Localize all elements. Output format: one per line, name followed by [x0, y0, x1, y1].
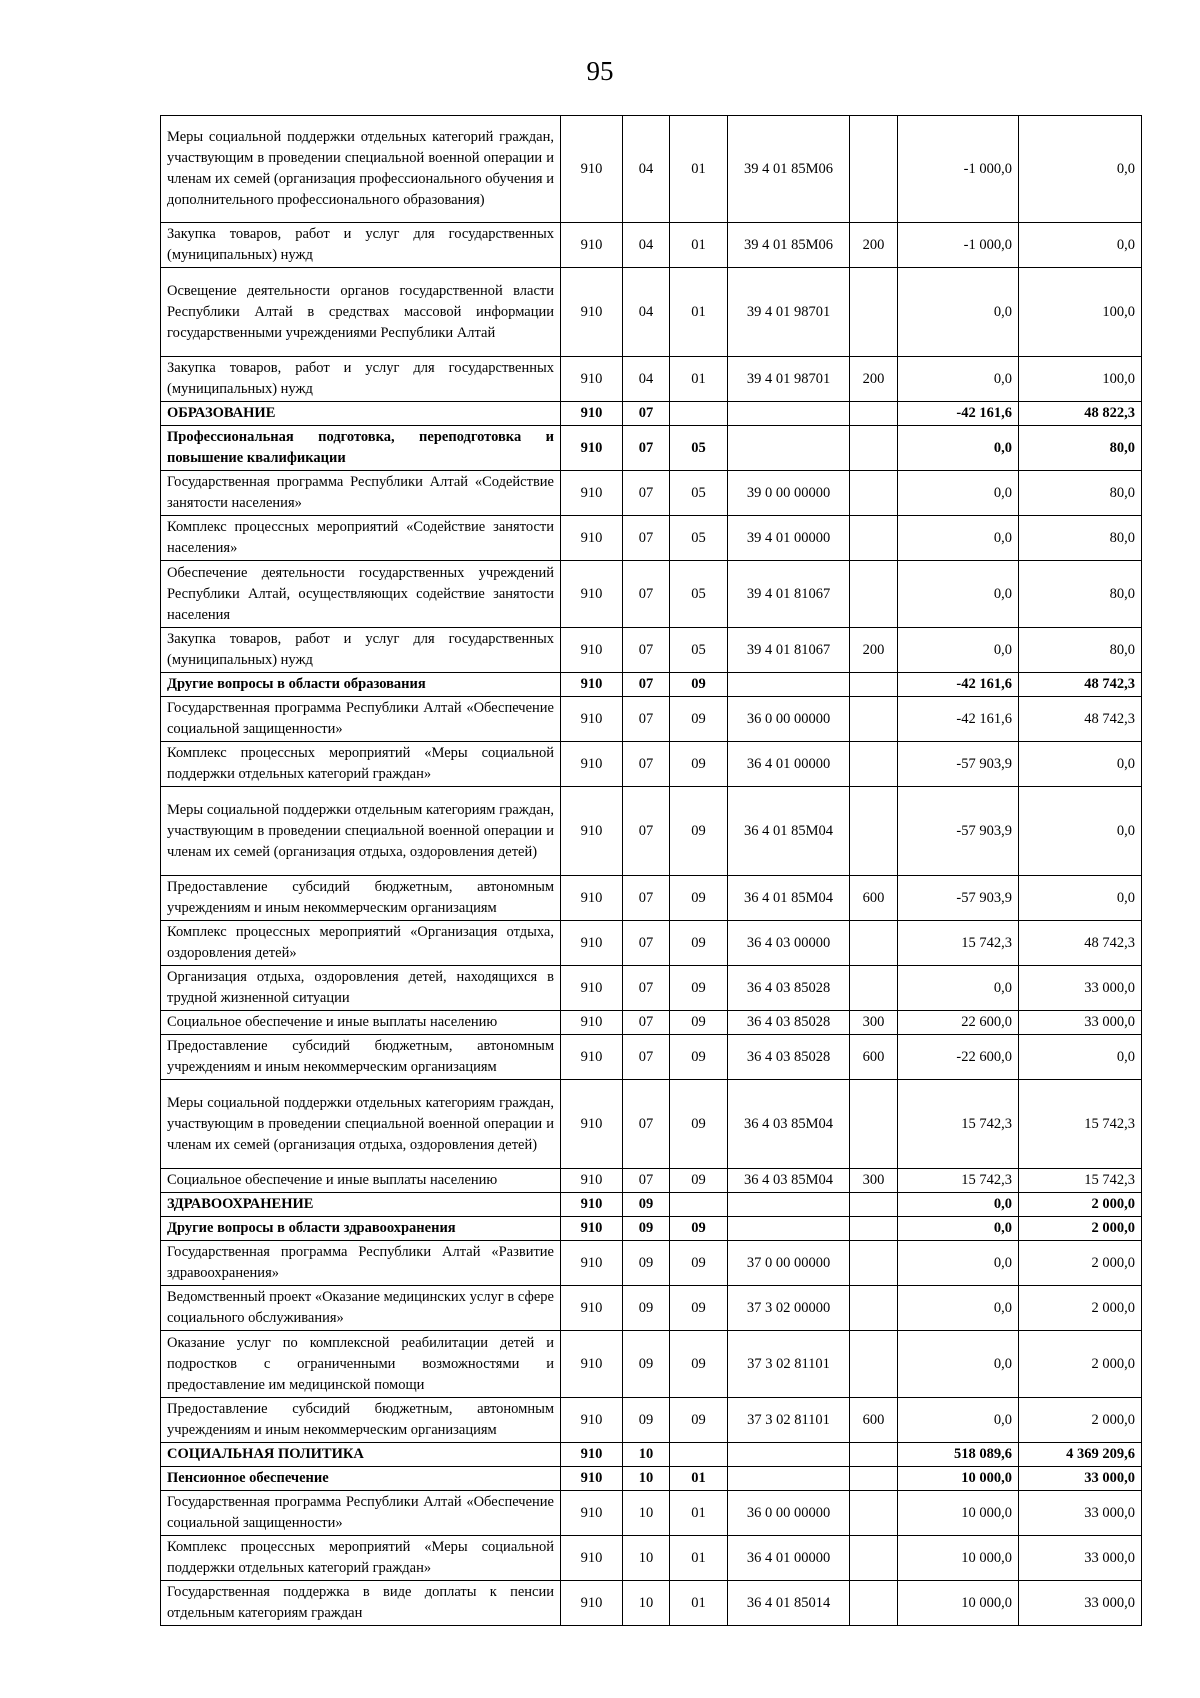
cell-target-article: 39 4 01 85М06	[728, 223, 850, 268]
cell-expense-type	[850, 1331, 898, 1398]
cell-section: 07	[623, 876, 670, 921]
cell-grbs-code: 910	[561, 921, 623, 966]
cell-target-article	[728, 426, 850, 471]
cell-expense-type	[850, 402, 898, 426]
cell-amount-total: 0,0	[1019, 223, 1142, 268]
cell-grbs-code: 910	[561, 1169, 623, 1193]
cell-amount-change: 0,0	[898, 471, 1019, 516]
cell-section: 09	[623, 1217, 670, 1241]
cell-grbs-code: 910	[561, 1035, 623, 1080]
cell-grbs-code: 910	[561, 787, 623, 876]
cell-amount-change: -42 161,6	[898, 673, 1019, 697]
cell-target-article	[728, 1217, 850, 1241]
cell-amount-total: 2 000,0	[1019, 1217, 1142, 1241]
cell-amount-total: 15 742,3	[1019, 1169, 1142, 1193]
cell-amount-change: 0,0	[898, 516, 1019, 561]
cell-target-article: 39 4 01 81067	[728, 561, 850, 628]
cell-grbs-code: 910	[561, 357, 623, 402]
cell-target-article	[728, 1443, 850, 1467]
cell-amount-total: 80,0	[1019, 516, 1142, 561]
cell-subsection: 01	[670, 1581, 728, 1626]
table-row	[161, 516, 1142, 561]
cell-amount-change: -1 000,0	[898, 116, 1019, 223]
budget-table-body	[161, 116, 1142, 1626]
cell-expense-type	[850, 516, 898, 561]
cell-expense-type	[850, 1193, 898, 1217]
row-description: Закупка товаров, работ и услуг для государственных (муниципальных) нужд	[161, 223, 561, 268]
cell-target-article: 36 4 03 00000	[728, 921, 850, 966]
cell-section: 04	[623, 268, 670, 357]
cell-section: 07	[623, 1035, 670, 1080]
table-row	[161, 1536, 1142, 1581]
table-row	[161, 1443, 1142, 1467]
table-row	[161, 921, 1142, 966]
cell-target-article: 36 0 00 00000	[728, 697, 850, 742]
cell-section: 10	[623, 1536, 670, 1581]
table-row	[161, 561, 1142, 628]
cell-amount-total: 0,0	[1019, 116, 1142, 223]
page-number: 95	[586, 56, 614, 86]
cell-target-article: 36 4 03 85М04	[728, 1169, 850, 1193]
row-description: Предоставление субсидий бюджетным, автономным учреждениям и иным некоммерческим организациям	[161, 876, 561, 921]
cell-amount-total: 100,0	[1019, 268, 1142, 357]
table-row	[161, 402, 1142, 426]
cell-target-article: 39 4 01 00000	[728, 516, 850, 561]
row-description: Освещение деятельности органов государственной власти Республики Алтай в средствах массовой информации государственными учреждениями Республики Алтай	[161, 268, 561, 357]
cell-grbs-code: 910	[561, 876, 623, 921]
table-row	[161, 1217, 1142, 1241]
cell-amount-change: 0,0	[898, 628, 1019, 673]
cell-subsection	[670, 1193, 728, 1217]
cell-subsection: 01	[670, 1536, 728, 1581]
cell-amount-change: -57 903,9	[898, 742, 1019, 787]
cell-subsection: 05	[670, 628, 728, 673]
cell-subsection: 09	[670, 1169, 728, 1193]
cell-amount-total: 0,0	[1019, 742, 1142, 787]
cell-expense-type	[850, 1467, 898, 1491]
row-description: Комплекс процессных мероприятий «Организация отдыха, оздоровления детей»	[161, 921, 561, 966]
table-row	[161, 1467, 1142, 1491]
cell-grbs-code: 910	[561, 1467, 623, 1491]
cell-amount-total: 4 369 209,6	[1019, 1443, 1142, 1467]
cell-grbs-code: 910	[561, 402, 623, 426]
table-row	[161, 1080, 1142, 1169]
cell-expense-type	[850, 966, 898, 1011]
cell-target-article	[728, 673, 850, 697]
cell-subsection: 09	[670, 921, 728, 966]
cell-grbs-code: 910	[561, 1193, 623, 1217]
cell-target-article: 37 3 02 81101	[728, 1331, 850, 1398]
cell-subsection: 09	[670, 673, 728, 697]
table-row	[161, 357, 1142, 402]
row-description: Закупка товаров, работ и услуг для государственных (муниципальных) нужд	[161, 357, 561, 402]
table-row	[161, 1035, 1142, 1080]
cell-subsection: 09	[670, 742, 728, 787]
row-description: Другие вопросы в области образования	[161, 673, 561, 697]
cell-amount-total: 80,0	[1019, 426, 1142, 471]
cell-grbs-code: 910	[561, 116, 623, 223]
cell-amount-change: 10 000,0	[898, 1581, 1019, 1626]
table-row	[161, 223, 1142, 268]
cell-target-article: 36 4 01 85М04	[728, 876, 850, 921]
cell-section: 07	[623, 516, 670, 561]
cell-amount-total: 48 742,3	[1019, 673, 1142, 697]
row-description: Другие вопросы в области здравоохранения	[161, 1217, 561, 1241]
cell-amount-change: 0,0	[898, 1286, 1019, 1331]
cell-subsection: 01	[670, 223, 728, 268]
cell-target-article: 36 4 01 00000	[728, 1536, 850, 1581]
cell-amount-change: -57 903,9	[898, 787, 1019, 876]
cell-grbs-code: 910	[561, 268, 623, 357]
cell-amount-total: 80,0	[1019, 471, 1142, 516]
row-description: Меры социальной поддержки отдельных категориям граждан, участвующим в проведении специальной военной операции и членам их семей (организация отдыха, оздоровления детей)	[161, 1080, 561, 1169]
cell-expense-type	[850, 742, 898, 787]
cell-subsection: 09	[670, 1217, 728, 1241]
cell-expense-type: 600	[850, 876, 898, 921]
cell-grbs-code: 910	[561, 516, 623, 561]
cell-expense-type: 300	[850, 1011, 898, 1035]
table-row	[161, 1491, 1142, 1536]
cell-grbs-code: 910	[561, 1011, 623, 1035]
cell-amount-total: 33 000,0	[1019, 1467, 1142, 1491]
cell-grbs-code: 910	[561, 426, 623, 471]
cell-expense-type	[850, 1536, 898, 1581]
cell-grbs-code: 910	[561, 966, 623, 1011]
cell-amount-total: 15 742,3	[1019, 1080, 1142, 1169]
cell-section: 10	[623, 1467, 670, 1491]
cell-subsection: 01	[670, 1467, 728, 1491]
table-row	[161, 116, 1142, 223]
cell-target-article: 37 0 00 00000	[728, 1241, 850, 1286]
cell-amount-change: 0,0	[898, 426, 1019, 471]
cell-section: 07	[623, 402, 670, 426]
cell-section: 07	[623, 561, 670, 628]
cell-subsection: 05	[670, 561, 728, 628]
cell-subsection: 05	[670, 516, 728, 561]
cell-section: 10	[623, 1581, 670, 1626]
table-row	[161, 673, 1142, 697]
cell-section: 09	[623, 1286, 670, 1331]
cell-grbs-code: 910	[561, 561, 623, 628]
cell-target-article: 39 4 01 98701	[728, 357, 850, 402]
row-description: Организация отдыха, оздоровления детей, находящихся в трудной жизненной ситуации	[161, 966, 561, 1011]
row-description: Пенсионное обеспечение	[161, 1467, 561, 1491]
table-row	[161, 471, 1142, 516]
cell-amount-change: -1 000,0	[898, 223, 1019, 268]
cell-amount-total: 2 000,0	[1019, 1241, 1142, 1286]
row-description: Социальное обеспечение и иные выплаты населению	[161, 1169, 561, 1193]
cell-amount-change: 10 000,0	[898, 1491, 1019, 1536]
cell-target-article	[728, 1193, 850, 1217]
table-row	[161, 697, 1142, 742]
cell-section: 07	[623, 426, 670, 471]
table-row	[161, 1011, 1142, 1035]
row-description: Предоставление субсидий бюджетным, автономным учреждениям и иным некоммерческим организациям	[161, 1398, 561, 1443]
cell-grbs-code: 910	[561, 1491, 623, 1536]
cell-subsection: 09	[670, 1398, 728, 1443]
cell-subsection: 01	[670, 357, 728, 402]
cell-amount-change: 0,0	[898, 561, 1019, 628]
cell-target-article: 36 4 03 85М04	[728, 1080, 850, 1169]
cell-grbs-code: 910	[561, 673, 623, 697]
cell-amount-change: -42 161,6	[898, 402, 1019, 426]
cell-expense-type	[850, 1443, 898, 1467]
cell-section: 07	[623, 471, 670, 516]
cell-expense-type	[850, 1286, 898, 1331]
cell-section: 10	[623, 1443, 670, 1467]
cell-target-article: 36 0 00 00000	[728, 1491, 850, 1536]
row-description: Государственная программа Республики Алтай «Развитие здравоохранения»	[161, 1241, 561, 1286]
cell-amount-total: 80,0	[1019, 628, 1142, 673]
table-row	[161, 268, 1142, 357]
cell-expense-type: 200	[850, 628, 898, 673]
cell-grbs-code: 910	[561, 1536, 623, 1581]
cell-subsection: 09	[670, 697, 728, 742]
cell-expense-type	[850, 426, 898, 471]
cell-section: 07	[623, 1011, 670, 1035]
cell-subsection: 01	[670, 116, 728, 223]
cell-target-article: 37 3 02 81101	[728, 1398, 850, 1443]
cell-section: 07	[623, 966, 670, 1011]
table-row	[161, 1169, 1142, 1193]
row-description: Профессиональная подготовка, переподготовка и повышение квалификации	[161, 426, 561, 471]
table-row	[161, 1581, 1142, 1626]
row-description: Предоставление субсидий бюджетным, автономным учреждениям и иным некоммерческим организациям	[161, 1035, 561, 1080]
cell-section: 07	[623, 673, 670, 697]
cell-subsection: 09	[670, 1035, 728, 1080]
cell-expense-type	[850, 1581, 898, 1626]
cell-amount-change: 0,0	[898, 1398, 1019, 1443]
cell-amount-change: 0,0	[898, 1217, 1019, 1241]
cell-subsection: 09	[670, 1286, 728, 1331]
row-description: Ведомственный проект «Оказание медицинских услуг в сфере социального обслуживания»	[161, 1286, 561, 1331]
cell-grbs-code: 910	[561, 1286, 623, 1331]
cell-amount-change: -22 600,0	[898, 1035, 1019, 1080]
cell-grbs-code: 910	[561, 1398, 623, 1443]
cell-amount-total: 48 742,3	[1019, 697, 1142, 742]
cell-grbs-code: 910	[561, 742, 623, 787]
cell-expense-type: 600	[850, 1398, 898, 1443]
cell-amount-total: 2 000,0	[1019, 1398, 1142, 1443]
cell-target-article: 37 3 02 00000	[728, 1286, 850, 1331]
cell-expense-type: 300	[850, 1169, 898, 1193]
cell-amount-total: 2 000,0	[1019, 1193, 1142, 1217]
cell-amount-total: 0,0	[1019, 1035, 1142, 1080]
cell-amount-total: 0,0	[1019, 876, 1142, 921]
cell-grbs-code: 910	[561, 1241, 623, 1286]
cell-subsection: 09	[670, 966, 728, 1011]
row-description: Оказание услуг по комплексной реабилитации детей и подростков с ограниченными возможностями и предоставление им медицинской помощи	[161, 1331, 561, 1398]
cell-amount-change: 10 000,0	[898, 1536, 1019, 1581]
row-description: Комплекс процессных мероприятий «Меры социальной поддержки отдельных категорий граждан»	[161, 1536, 561, 1581]
cell-grbs-code: 910	[561, 1443, 623, 1467]
table-row	[161, 966, 1142, 1011]
cell-subsection: 05	[670, 471, 728, 516]
cell-target-article: 36 4 03 85028	[728, 966, 850, 1011]
table-row	[161, 426, 1142, 471]
cell-expense-type	[850, 1491, 898, 1536]
cell-section: 04	[623, 116, 670, 223]
cell-subsection: 05	[670, 426, 728, 471]
row-description: Государственная программа Республики Алтай «Обеспечение социальной защищенности»	[161, 697, 561, 742]
cell-target-article: 36 4 01 00000	[728, 742, 850, 787]
cell-section: 07	[623, 697, 670, 742]
cell-expense-type	[850, 471, 898, 516]
cell-amount-change: 22 600,0	[898, 1011, 1019, 1035]
cell-amount-change: 0,0	[898, 1193, 1019, 1217]
cell-grbs-code: 910	[561, 223, 623, 268]
cell-target-article: 39 4 01 81067	[728, 628, 850, 673]
table-row	[161, 628, 1142, 673]
cell-amount-total: 33 000,0	[1019, 1011, 1142, 1035]
cell-expense-type	[850, 1241, 898, 1286]
cell-expense-type	[850, 697, 898, 742]
row-description: Закупка товаров, работ и услуг для государственных (муниципальных) нужд	[161, 628, 561, 673]
cell-amount-total: 33 000,0	[1019, 1581, 1142, 1626]
budget-table	[160, 115, 1142, 1626]
cell-expense-type	[850, 1217, 898, 1241]
cell-amount-change: 0,0	[898, 268, 1019, 357]
cell-amount-total: 33 000,0	[1019, 1536, 1142, 1581]
cell-subsection	[670, 402, 728, 426]
cell-target-article: 36 4 01 85М04	[728, 787, 850, 876]
row-description: Меры социальной поддержки отдельным категориям граждан, участвующим в проведении специальной военной операции и членам их семей (организация отдыха, оздоровления детей)	[161, 787, 561, 876]
cell-amount-change: 15 742,3	[898, 1080, 1019, 1169]
cell-amount-change: 0,0	[898, 966, 1019, 1011]
cell-section: 09	[623, 1193, 670, 1217]
row-description: ЗДРАВООХРАНЕНИЕ	[161, 1193, 561, 1217]
cell-target-article	[728, 1467, 850, 1491]
cell-expense-type: 200	[850, 223, 898, 268]
cell-target-article: 39 0 00 00000	[728, 471, 850, 516]
cell-amount-change: -57 903,9	[898, 876, 1019, 921]
cell-amount-change: 0,0	[898, 1241, 1019, 1286]
cell-section: 09	[623, 1398, 670, 1443]
row-description: Государственная программа Республики Алтай «Обеспечение социальной защищенности»	[161, 1491, 561, 1536]
cell-subsection	[670, 1443, 728, 1467]
cell-section: 10	[623, 1491, 670, 1536]
cell-section: 09	[623, 1241, 670, 1286]
row-description: Социальное обеспечение и иные выплаты населению	[161, 1011, 561, 1035]
table-row	[161, 787, 1142, 876]
cell-amount-change: 518 089,6	[898, 1443, 1019, 1467]
row-description: Комплекс процессных мероприятий «Меры социальной поддержки отдельных категорий граждан»	[161, 742, 561, 787]
cell-expense-type	[850, 561, 898, 628]
cell-expense-type	[850, 673, 898, 697]
cell-amount-total: 33 000,0	[1019, 1491, 1142, 1536]
cell-amount-change: -42 161,6	[898, 697, 1019, 742]
cell-target-article: 36 4 03 85028	[728, 1011, 850, 1035]
table-row	[161, 1286, 1142, 1331]
cell-section: 04	[623, 223, 670, 268]
table-row	[161, 742, 1142, 787]
row-description: СОЦИАЛЬНАЯ ПОЛИТИКА	[161, 1443, 561, 1467]
cell-subsection: 09	[670, 787, 728, 876]
cell-grbs-code: 910	[561, 697, 623, 742]
cell-amount-total: 0,0	[1019, 787, 1142, 876]
cell-expense-type: 600	[850, 1035, 898, 1080]
cell-target-article: 39 4 01 85М06	[728, 116, 850, 223]
cell-section: 07	[623, 1169, 670, 1193]
cell-expense-type: 200	[850, 357, 898, 402]
row-description: Меры социальной поддержки отдельных категорий граждан, участвующим в проведении специальной военной операции и членам их семей (организация профессионального обучения и дополнительного профессионального образования)	[161, 116, 561, 223]
cell-target-article	[728, 402, 850, 426]
cell-grbs-code: 910	[561, 628, 623, 673]
row-description: Обеспечение деятельности государственных учреждений Республики Алтай, осуществляющих содействие занятости населения	[161, 561, 561, 628]
cell-grbs-code: 910	[561, 1080, 623, 1169]
cell-amount-total: 100,0	[1019, 357, 1142, 402]
cell-target-article: 36 4 03 85028	[728, 1035, 850, 1080]
row-description: ОБРАЗОВАНИЕ	[161, 402, 561, 426]
cell-target-article: 39 4 01 98701	[728, 268, 850, 357]
cell-subsection: 09	[670, 1331, 728, 1398]
cell-subsection: 09	[670, 1241, 728, 1286]
cell-amount-total: 48 742,3	[1019, 921, 1142, 966]
table-row	[161, 1193, 1142, 1217]
cell-section: 04	[623, 357, 670, 402]
cell-amount-change: 10 000,0	[898, 1467, 1019, 1491]
cell-amount-total: 33 000,0	[1019, 966, 1142, 1011]
cell-expense-type	[850, 1080, 898, 1169]
cell-amount-total: 2 000,0	[1019, 1331, 1142, 1398]
cell-section: 07	[623, 787, 670, 876]
cell-amount-change: 15 742,3	[898, 1169, 1019, 1193]
cell-section: 07	[623, 1080, 670, 1169]
cell-grbs-code: 910	[561, 1331, 623, 1398]
cell-amount-total: 80,0	[1019, 561, 1142, 628]
table-row	[161, 1241, 1142, 1286]
cell-subsection: 01	[670, 1491, 728, 1536]
row-description: Государственная поддержка в виде доплаты к пенсии отдельным категориям граждан	[161, 1581, 561, 1626]
table-row	[161, 1331, 1142, 1398]
cell-grbs-code: 910	[561, 1217, 623, 1241]
cell-subsection: 09	[670, 876, 728, 921]
cell-amount-change: 0,0	[898, 357, 1019, 402]
cell-grbs-code: 910	[561, 471, 623, 516]
cell-amount-total: 48 822,3	[1019, 402, 1142, 426]
cell-section: 07	[623, 921, 670, 966]
cell-expense-type	[850, 921, 898, 966]
cell-amount-change: 15 742,3	[898, 921, 1019, 966]
cell-expense-type	[850, 116, 898, 223]
cell-target-article: 36 4 01 85014	[728, 1581, 850, 1626]
cell-section: 09	[623, 1331, 670, 1398]
cell-grbs-code: 910	[561, 1581, 623, 1626]
row-description: Государственная программа Республики Алтай «Содействие занятости населения»	[161, 471, 561, 516]
cell-subsection: 01	[670, 268, 728, 357]
cell-subsection: 09	[670, 1011, 728, 1035]
cell-expense-type	[850, 787, 898, 876]
cell-subsection: 09	[670, 1080, 728, 1169]
cell-amount-total: 2 000,0	[1019, 1286, 1142, 1331]
table-row	[161, 1398, 1142, 1443]
row-description: Комплекс процессных мероприятий «Содействие занятости населения»	[161, 516, 561, 561]
cell-amount-change: 0,0	[898, 1331, 1019, 1398]
table-row	[161, 876, 1142, 921]
cell-section: 07	[623, 742, 670, 787]
cell-expense-type	[850, 268, 898, 357]
cell-section: 07	[623, 628, 670, 673]
